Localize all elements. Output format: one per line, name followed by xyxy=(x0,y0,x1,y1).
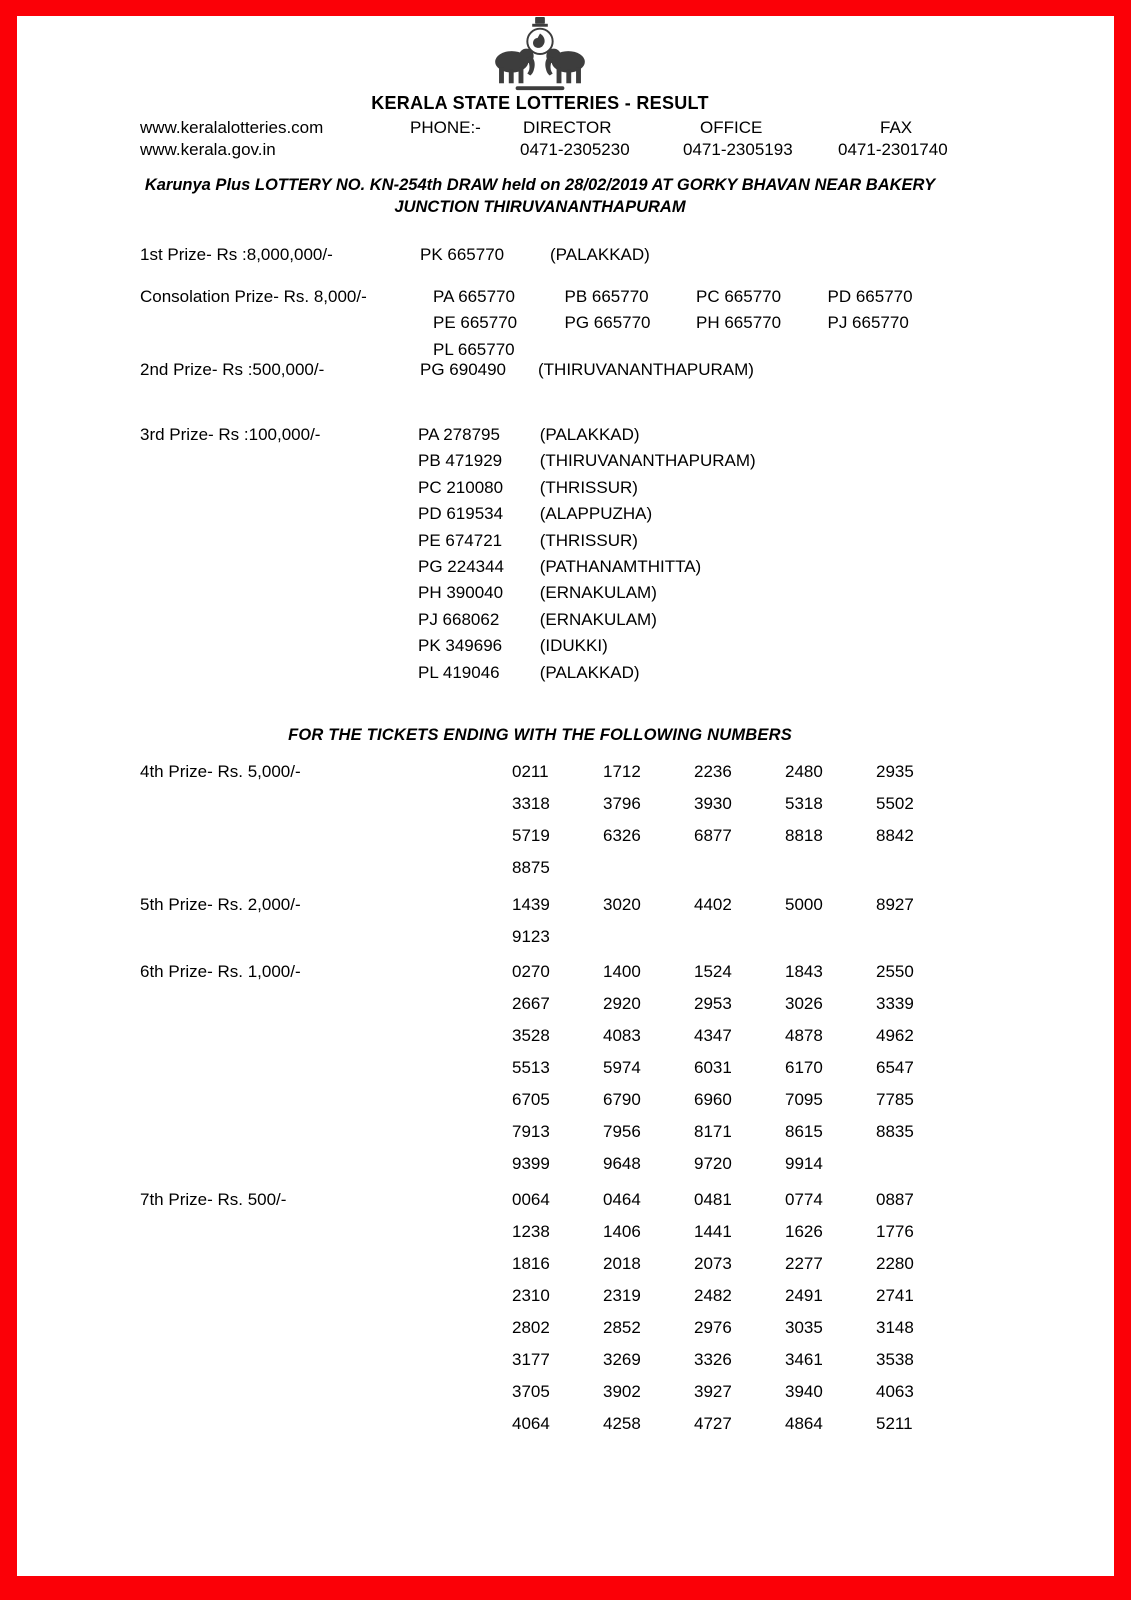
consolation-prize-label: Consolation Prize- Rs. 8,000/- xyxy=(140,287,367,306)
winning-number: 9399 xyxy=(512,1154,550,1173)
second-prize-label: 2nd Prize- Rs :500,000/- xyxy=(140,360,325,379)
sixth-prize-numbers-grid xyxy=(512,956,967,1180)
draw-info-line2: JUNCTION THIRUVANANTHAPURAM xyxy=(394,198,686,216)
winning-number: 3705 xyxy=(512,1382,550,1401)
winning-number: 3269 xyxy=(603,1350,641,1369)
winning-number: 2310 xyxy=(512,1286,550,1305)
winning-number: 4727 xyxy=(694,1414,732,1433)
winner-district: (THIRUVANANTHAPURAM) xyxy=(539,451,756,471)
winning-number: 9648 xyxy=(603,1154,641,1173)
winning-number: 3528 xyxy=(512,1026,550,1045)
second-prize-row xyxy=(17,360,1063,382)
winning-number: 8615 xyxy=(785,1122,823,1141)
consolation-ticket: PJ 665770 xyxy=(827,313,909,333)
third-prize-winner-row xyxy=(418,501,756,527)
winning-number: 9720 xyxy=(694,1154,732,1173)
result-sheet xyxy=(17,16,1114,1576)
winning-number: 2236 xyxy=(694,762,732,781)
draw-info xyxy=(17,174,1063,218)
winning-number: 2018 xyxy=(603,1254,641,1273)
winning-number: 0481 xyxy=(694,1190,732,1209)
winner-district: (PALAKKAD) xyxy=(539,662,640,682)
state-emblem-icon xyxy=(17,16,1063,96)
first-prize-place: (PALAKKAD) xyxy=(550,245,650,264)
consolation-ticket: PB 665770 xyxy=(564,287,649,306)
contact-row-2 xyxy=(17,140,1063,160)
winning-number: 3026 xyxy=(785,994,823,1013)
winning-number: 2976 xyxy=(694,1318,732,1337)
winning-number: 2852 xyxy=(603,1318,641,1337)
winning-number: 8927 xyxy=(876,895,914,914)
office-label: OFFICE xyxy=(700,118,763,137)
winner-ticket-number: PJ 668062 xyxy=(418,609,500,629)
page-title: KERALA STATE LOTTERIES - RESULT xyxy=(371,93,709,113)
winning-number: 4864 xyxy=(785,1414,823,1433)
fifth-prize-label: 5th Prize- Rs. 2,000/- xyxy=(140,895,301,914)
winner-ticket-number: PD 619534 xyxy=(418,504,504,524)
winning-number: 2482 xyxy=(694,1286,732,1305)
draw-info-line1: Karunya Plus LOTTERY NO. KN-254th DRAW held on 28/02/2019 AT GORKY BHAVAN NEAR BAKERY xyxy=(144,176,936,194)
consolation-ticket: PC 665770 xyxy=(696,287,782,306)
winning-number: 8835 xyxy=(876,1122,914,1141)
third-prize-winner-row xyxy=(418,607,756,633)
winner-district: (PALAKKAD) xyxy=(539,425,640,444)
winning-number: 1406 xyxy=(603,1222,641,1241)
winning-number: 3318 xyxy=(512,794,550,813)
winning-number: 3326 xyxy=(694,1350,732,1369)
website-kerala-gov: www.kerala.gov.in xyxy=(140,140,276,159)
contact-row-1 xyxy=(17,118,1063,138)
winning-number: 3927 xyxy=(694,1382,732,1401)
winning-number: 2319 xyxy=(603,1286,641,1305)
winner-district: (THRISSUR) xyxy=(539,530,638,550)
first-prize-row xyxy=(17,245,1063,267)
winning-number: 5974 xyxy=(603,1058,641,1077)
winning-number: 5719 xyxy=(512,826,550,845)
winner-district: (THRISSUR) xyxy=(539,477,638,497)
seventh-prize-label: 7th Prize- Rs. 500/- xyxy=(140,1190,287,1209)
winning-number: 3461 xyxy=(785,1350,823,1369)
winning-number: 8171 xyxy=(694,1122,732,1141)
winning-number: 1441 xyxy=(694,1222,732,1241)
winning-number: 5513 xyxy=(512,1058,550,1077)
seventh-prize-numbers-grid xyxy=(512,1184,967,1440)
second-prize-ticket: PG 690490 xyxy=(420,360,507,379)
winning-number: 3538 xyxy=(876,1350,914,1369)
third-prize-winner-row xyxy=(418,528,756,554)
winning-number: 2802 xyxy=(512,1318,550,1337)
winning-number: 7956 xyxy=(603,1122,641,1141)
winning-number: 6547 xyxy=(876,1058,914,1077)
winning-number: 1524 xyxy=(694,962,732,981)
fax-label: FAX xyxy=(880,118,913,137)
winning-number: 2491 xyxy=(785,1286,823,1305)
second-prize-place: (THIRUVANANTHAPURAM) xyxy=(538,360,754,379)
winner-ticket-number: PA 278795 xyxy=(418,425,500,444)
consolation-ticket: PL 665770 xyxy=(433,339,515,359)
winning-number: 3796 xyxy=(603,794,641,813)
winning-number: 4083 xyxy=(603,1026,641,1045)
winning-number: 6960 xyxy=(694,1090,732,1109)
winning-number: 4064 xyxy=(512,1414,550,1433)
winning-number: 8842 xyxy=(876,826,914,845)
winning-number: 3177 xyxy=(512,1350,550,1369)
winner-ticket-number: PC 210080 xyxy=(418,477,504,497)
consolation-ticket: PA 665770 xyxy=(433,287,515,306)
winning-number: 3902 xyxy=(603,1382,641,1401)
winning-number: 1238 xyxy=(512,1222,550,1241)
winner-ticket-number: PE 674721 xyxy=(418,530,503,550)
director-label: DIRECTOR xyxy=(523,118,612,137)
winning-number: 0887 xyxy=(876,1190,914,1209)
winning-number: 2550 xyxy=(876,962,914,981)
winning-number: 2480 xyxy=(785,762,823,781)
winning-number: 5211 xyxy=(876,1414,913,1433)
phone-label: PHONE:- xyxy=(410,118,481,137)
winner-ticket-number: PH 390040 xyxy=(418,583,504,603)
winning-number: 4962 xyxy=(876,1026,914,1045)
winning-number: 2741 xyxy=(876,1286,914,1305)
winning-number: 0211 xyxy=(512,762,549,781)
winner-ticket-number: PL 419046 xyxy=(418,662,500,682)
winning-number: 3940 xyxy=(785,1382,823,1401)
third-prize-winner-row xyxy=(418,475,756,501)
winning-number: 3339 xyxy=(876,994,914,1013)
winning-number: 6705 xyxy=(512,1090,550,1109)
third-prize-winners xyxy=(418,422,756,686)
winning-number: 1439 xyxy=(512,895,550,914)
winning-number: 2953 xyxy=(694,994,732,1013)
third-prize-label: 3rd Prize- Rs :100,000/- xyxy=(140,425,321,444)
winning-number: 4878 xyxy=(785,1026,823,1045)
winning-number: 3930 xyxy=(694,794,732,813)
fourth-prize-label: 4th Prize- Rs. 5,000/- xyxy=(140,762,301,781)
winning-number: 2280 xyxy=(876,1254,914,1273)
consolation-ticket: PD 665770 xyxy=(827,287,913,306)
winning-number: 6790 xyxy=(603,1090,641,1109)
winning-number: 0270 xyxy=(512,962,550,981)
fifth-prize-numbers-grid xyxy=(512,889,967,953)
third-prize-winner-row xyxy=(418,580,756,606)
winning-number: 1400 xyxy=(603,962,641,981)
third-prize-winner-row xyxy=(418,448,756,474)
director-phone: 0471-2305230 xyxy=(520,140,630,159)
third-prize-winner-row xyxy=(418,660,756,686)
winning-number: 7785 xyxy=(876,1090,914,1109)
winner-ticket-number: PG 224344 xyxy=(418,557,505,577)
winner-district: (ALAPPUZHA) xyxy=(539,504,653,524)
winning-number: 2920 xyxy=(603,994,641,1013)
winning-number: 3020 xyxy=(603,895,641,914)
winning-number: 7913 xyxy=(512,1122,550,1141)
winning-number: 0774 xyxy=(785,1190,823,1209)
winning-number: 1712 xyxy=(603,762,641,781)
winning-number: 5000 xyxy=(785,895,823,914)
winning-number: 0064 xyxy=(512,1190,550,1209)
sixth-prize-label: 6th Prize- Rs. 1,000/- xyxy=(140,962,301,981)
winning-number: 2667 xyxy=(512,994,550,1013)
winning-number: 3148 xyxy=(876,1318,914,1337)
winning-number: 8818 xyxy=(785,826,823,845)
winning-number: 4347 xyxy=(694,1026,732,1045)
consolation-tickets-grid xyxy=(433,284,959,363)
winning-number: 5502 xyxy=(876,794,914,813)
winning-number: 3035 xyxy=(785,1318,823,1337)
third-prize-winner-row xyxy=(418,633,756,659)
winning-number: 0464 xyxy=(603,1190,641,1209)
winning-number: 9914 xyxy=(785,1154,823,1173)
winning-number: 1816 xyxy=(512,1254,550,1273)
winning-number: 2277 xyxy=(785,1254,823,1273)
office-phone: 0471-2305193 xyxy=(683,140,793,159)
consolation-ticket: PH 665770 xyxy=(696,313,782,333)
winning-number: 4258 xyxy=(603,1414,641,1433)
first-prize-label: 1st Prize- Rs :8,000,000/- xyxy=(140,245,333,264)
winning-number: 4063 xyxy=(876,1382,914,1401)
first-prize-ticket: PK 665770 xyxy=(420,245,505,264)
winning-number: 4402 xyxy=(694,895,732,914)
winning-number: 9123 xyxy=(512,927,550,946)
winning-number: 1776 xyxy=(876,1222,914,1241)
consolation-ticket: PE 665770 xyxy=(433,313,518,333)
winning-number: 2073 xyxy=(694,1254,732,1273)
website-keralalotteries: www.keralalotteries.com xyxy=(140,118,324,137)
winning-number: 1626 xyxy=(785,1222,823,1241)
winning-number: 5318 xyxy=(785,794,823,813)
winning-number: 6170 xyxy=(785,1058,823,1077)
fax-phone: 0471-2301740 xyxy=(838,140,948,159)
third-prize-winner-row xyxy=(418,554,756,580)
consolation-ticket: PG 665770 xyxy=(564,313,651,333)
winner-ticket-number: PK 349696 xyxy=(418,636,503,656)
winning-number: 7095 xyxy=(785,1090,823,1109)
third-prize-winner-row xyxy=(418,422,756,448)
winning-number: 2935 xyxy=(876,762,914,781)
winner-district: (ERNAKULAM) xyxy=(539,609,657,629)
winner-district: (IDUKKI) xyxy=(539,636,608,656)
winning-number: 6877 xyxy=(694,826,732,845)
winning-number: 6326 xyxy=(603,826,641,845)
winning-number: 1843 xyxy=(785,962,823,981)
winner-district: (PATHANAMTHITTA) xyxy=(539,557,702,577)
winning-number: 6031 xyxy=(694,1058,732,1077)
winning-number: 8875 xyxy=(512,858,550,877)
section-heading: FOR THE TICKETS ENDING WITH THE FOLLOWING NUMBERS xyxy=(288,726,792,744)
winner-ticket-number: PB 471929 xyxy=(418,451,503,471)
fourth-prize-numbers-grid xyxy=(512,756,967,884)
winner-district: (ERNAKULAM) xyxy=(539,583,657,603)
